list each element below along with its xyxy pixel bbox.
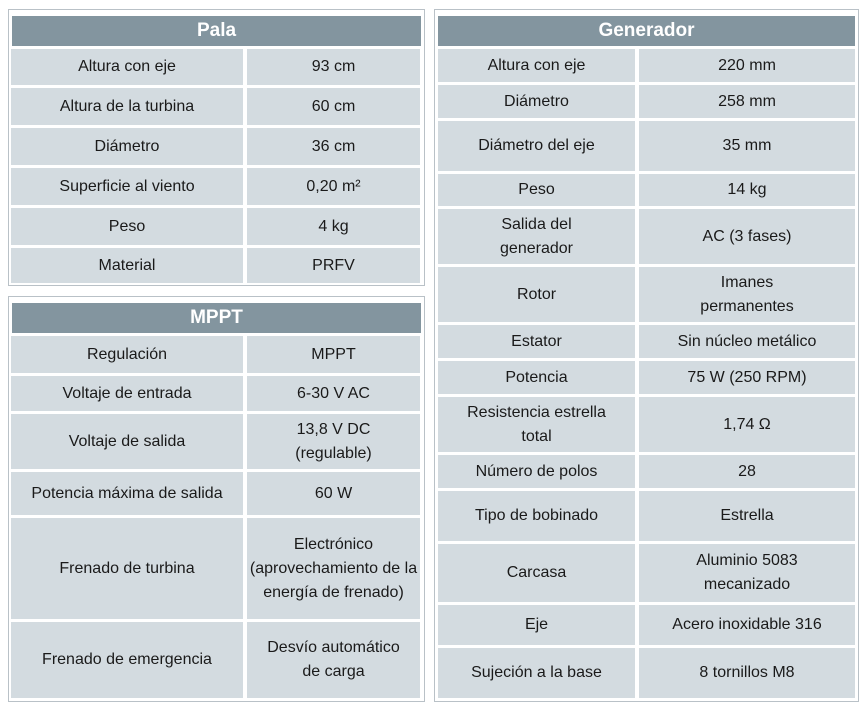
mppt-label-3: Potencia máxima de salida	[11, 472, 243, 515]
gen-label-11: Carcasa	[438, 544, 635, 602]
mppt-title: MPPT	[12, 303, 421, 333]
mppt-value-2: 13,8 V DC (regulable)	[247, 414, 420, 469]
pala-label-1: Altura de la turbina	[11, 88, 243, 125]
pala-label-2: Diámetro	[11, 128, 243, 165]
gen-value-9: 28	[639, 455, 855, 488]
mppt-label-1: Voltaje de entrada	[11, 376, 243, 411]
gen-label-5: Rotor	[438, 267, 635, 322]
gen-label-1: Diámetro	[438, 85, 635, 118]
gen-value-13: 8 tornillos M8	[639, 648, 855, 698]
gen-value-2: 35 mm	[639, 121, 855, 171]
gen-label-13: Sujeción a la base	[438, 648, 635, 698]
gen-value-4: AC (3 fases)	[639, 209, 855, 264]
generador-title: Generador	[438, 16, 855, 46]
gen-value-3: 14 kg	[639, 174, 855, 206]
pala-value-4: 4 kg	[247, 208, 420, 245]
mppt-label-5: Frenado de emergencia	[11, 622, 243, 698]
gen-label-6: Estator	[438, 325, 635, 358]
gen-label-3: Peso	[438, 174, 635, 206]
gen-value-0: 220 mm	[639, 49, 855, 82]
mppt-value-0: MPPT	[247, 336, 420, 373]
gen-label-4: Salida del generador	[438, 209, 635, 264]
gen-value-7: 75 W (250 RPM)	[639, 361, 855, 394]
gen-value-5: Imanes permanentes	[639, 267, 855, 322]
gen-label-12: Eje	[438, 605, 635, 645]
gen-value-11: Aluminio 5083 mecanizado	[639, 544, 855, 602]
gen-value-8: 1,74 Ω	[639, 397, 855, 452]
mppt-label-0: Regulación	[11, 336, 243, 373]
gen-value-10: Estrella	[639, 491, 855, 541]
mppt-value-5: Desvío automático de carga	[247, 622, 420, 698]
pala-title: Pala	[12, 16, 421, 46]
mppt-value-4: Electrónico (aprovechamiento de la energía de frenado)	[247, 518, 420, 619]
pala-value-1: 60 cm	[247, 88, 420, 125]
mppt-label-2: Voltaje de salida	[11, 414, 243, 469]
pala-value-0: 93 cm	[247, 49, 420, 85]
pala-value-2: 36 cm	[247, 128, 420, 165]
gen-label-2: Diámetro del eje	[438, 121, 635, 171]
gen-value-12: Acero inoxidable 316	[639, 605, 855, 645]
mppt-label-4: Frenado de turbina	[11, 518, 243, 619]
gen-label-9: Número de polos	[438, 455, 635, 488]
mppt-value-1: 6-30 V AC	[247, 376, 420, 411]
gen-label-7: Potencia	[438, 361, 635, 394]
pala-label-4: Peso	[11, 208, 243, 245]
gen-label-0: Altura con eje	[438, 49, 635, 82]
gen-value-1: 258 mm	[639, 85, 855, 118]
pala-value-5: PRFV	[247, 248, 420, 283]
gen-label-10: Tipo de bobinado	[438, 491, 635, 541]
mppt-value-3: 60 W	[247, 472, 420, 515]
pala-label-0: Altura con eje	[11, 49, 243, 85]
pala-label-5: Material	[11, 248, 243, 283]
gen-value-6: Sin núcleo metálico	[639, 325, 855, 358]
pala-value-3: 0,20 m²	[247, 168, 420, 205]
gen-label-8: Resistencia estrella total	[438, 397, 635, 452]
pala-label-3: Superficie al viento	[11, 168, 243, 205]
